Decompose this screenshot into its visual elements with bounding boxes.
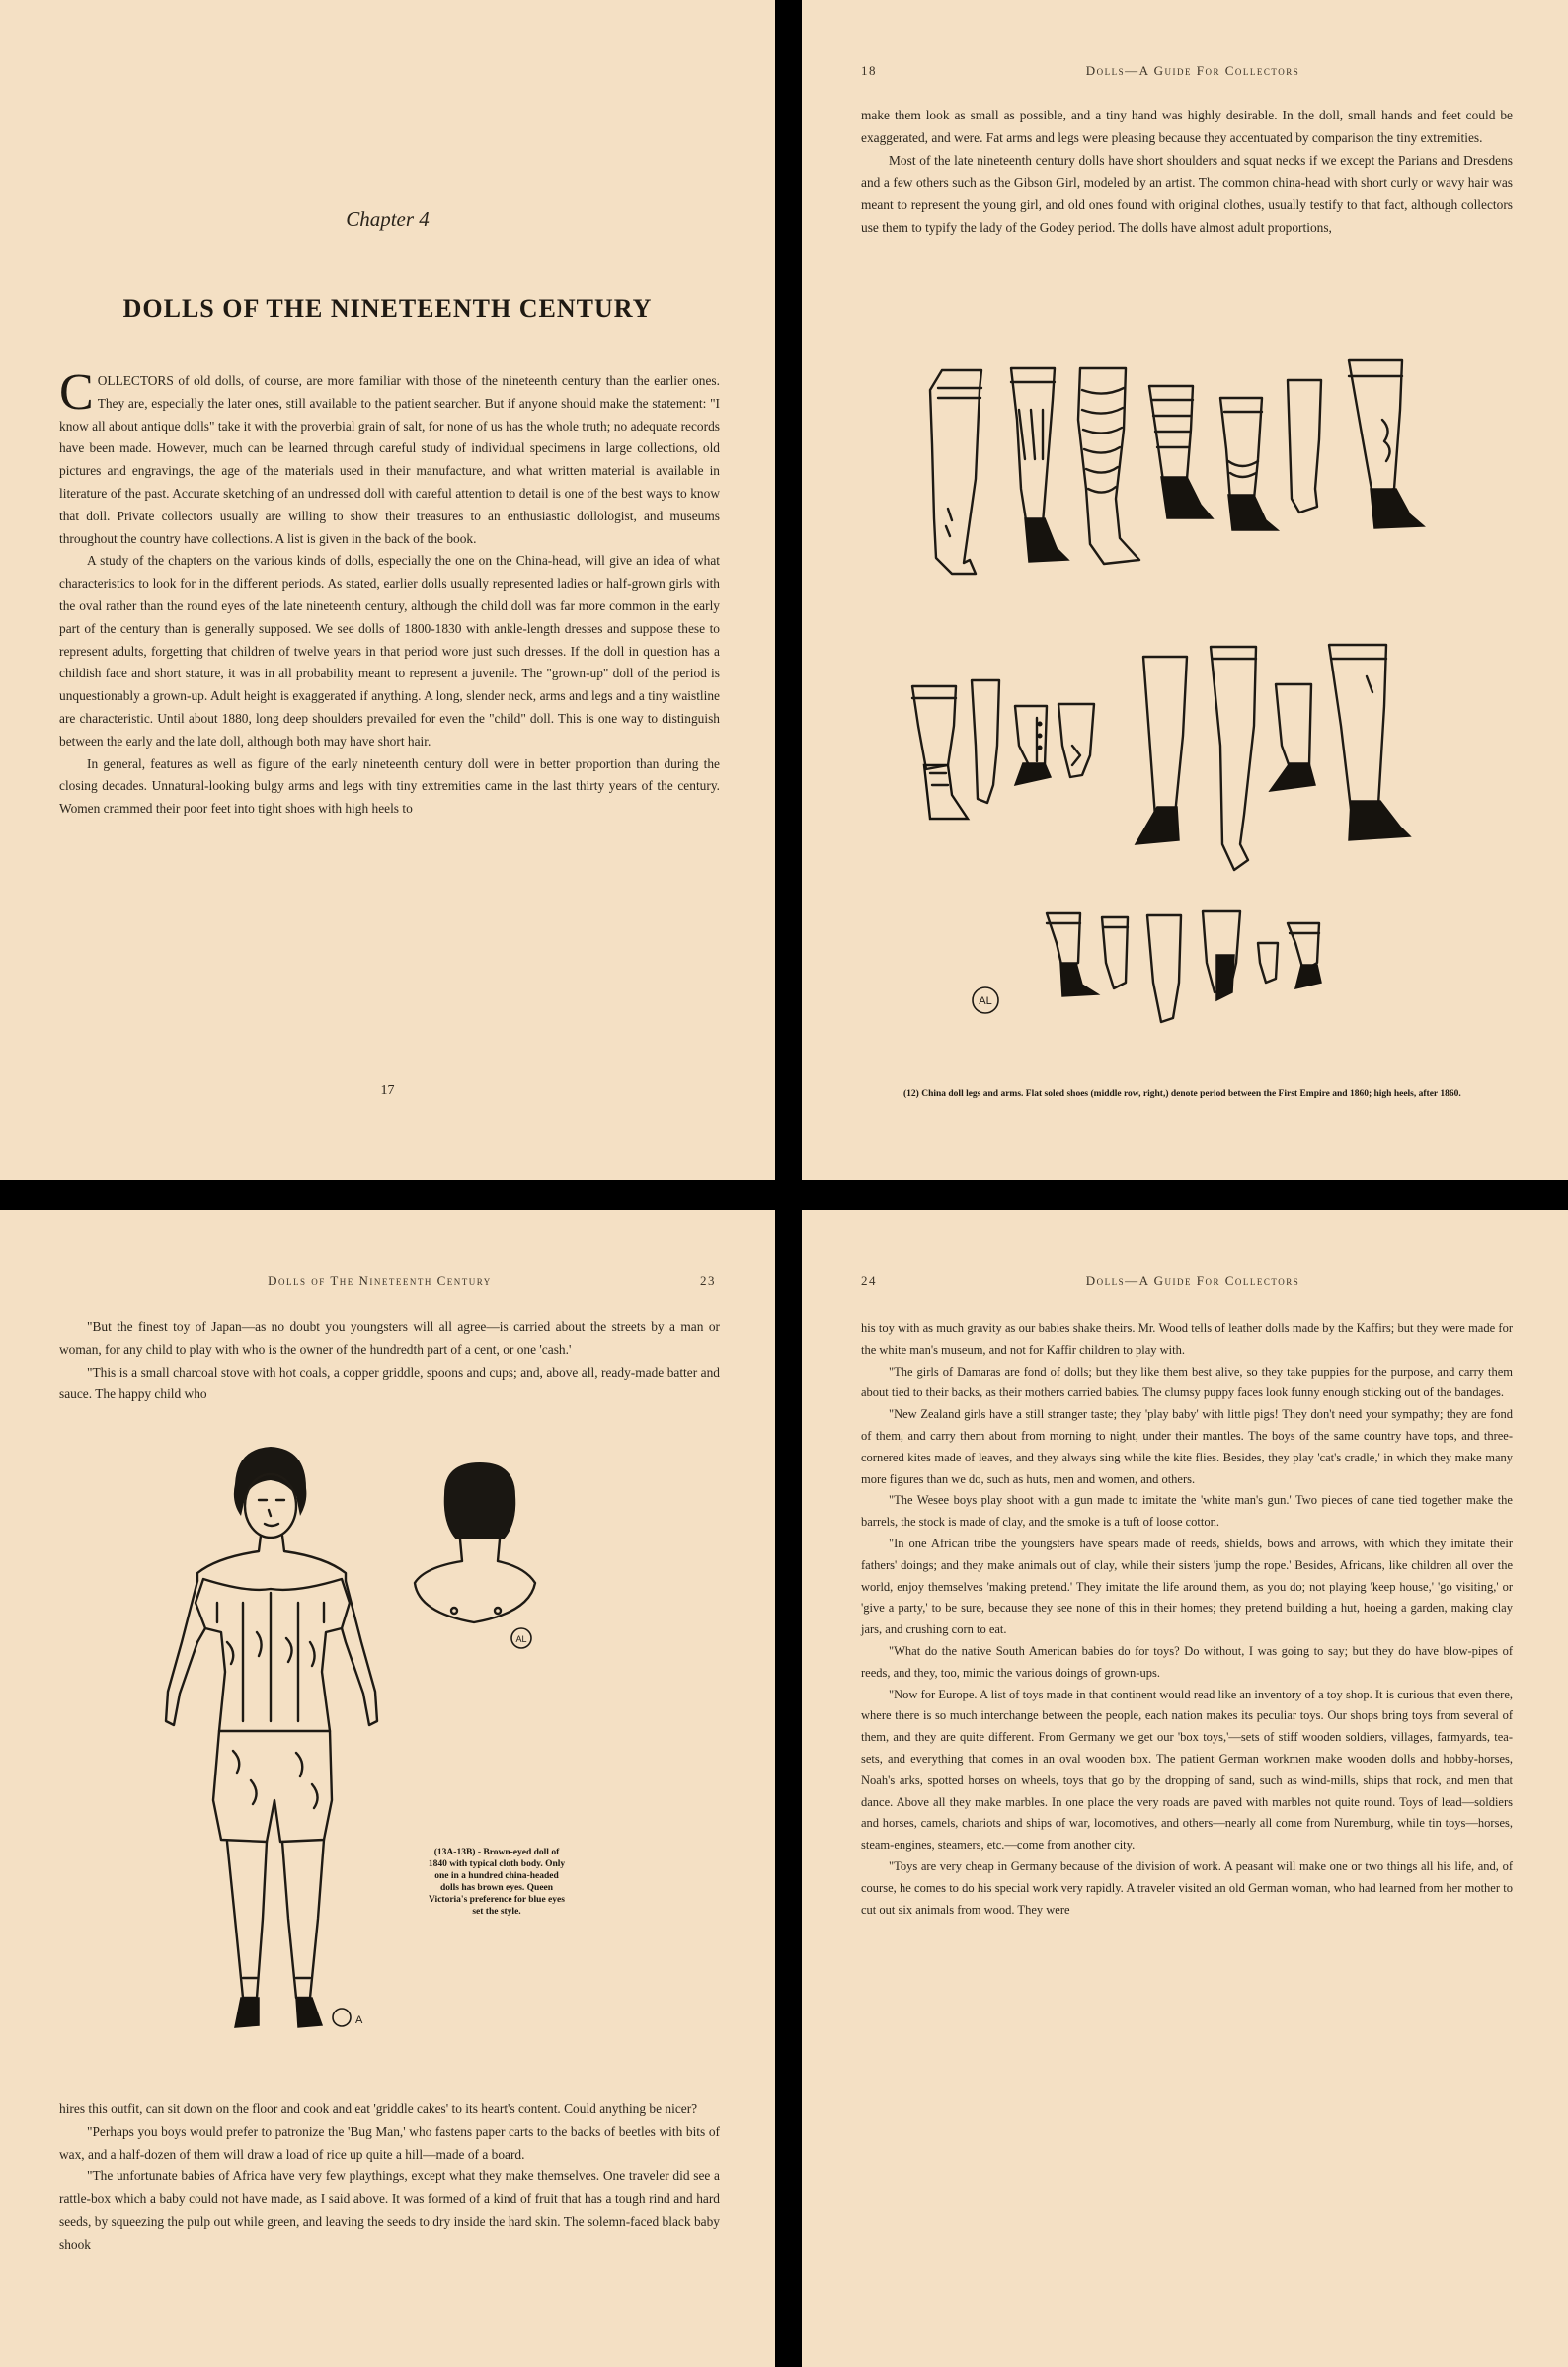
paragraph: "The girls of Damaras are fond of dolls; but they like them best alive, so they take puppies for the purpose, and carry them about tied to their backs, as their mothers carried babies. The clumsy puppy faces look funny enough sticking out of the bandages. xyxy=(861,1364,1513,1400)
leg-drawing xyxy=(1078,368,1139,564)
leg-drawing xyxy=(1047,913,1098,996)
leg-drawing xyxy=(1258,943,1278,983)
running-head xyxy=(861,1273,1509,1289)
paragraph: "Toys are very cheap in Germany because of the division of work. A peasant will make one or two things all his life, and, of course, he comes to do his special work very rapidly. A traveler visited an old German woman, who had learned from her mother to cut out six animals from wood. They were xyxy=(861,1858,1513,1917)
leg-drawing xyxy=(1220,398,1278,530)
leg-drawing xyxy=(1211,647,1256,870)
paragraph: "This is a small charcoal stove with hot coals, a copper griddle, spoons and cups; and, above all, ready-made batter and sauce. The happy child who xyxy=(59,1364,720,1402)
svg-text:AL: AL xyxy=(515,1634,527,1644)
page-number: 18 xyxy=(861,63,877,78)
leg-drawing xyxy=(1015,706,1051,785)
paragraph: A study of the chapters on the various kinds of dolls, especially the one on the China-head, will give an idea of what characteristics to look for in the different periods. As stated, earlier dolls usually represented ladies or half-grown girls with the oval rather than the round eyes of the late nineteenth century, although the child doll was far more common in the early part of the century than is generally supposed. We see dolls of 1800-1830 with ankle-length dresses and suppose these to represent adults, forgetting that children of twelve years in that period wore just such dresses. If the doll in question has a childish face and short stature, it was in all probability meant to represent a juvenile. The "grown-up" doll of the period is unquestionably a grown-up. Adult height is exaggerated if anything. A long, slender neck, arms and legs and a tiny waistline are characteristic. Until about 1880, long deep shoulders prevailed for even the "child" doll. This is one way to distinguish between the early and the late doll, although both may have short hair. xyxy=(59,553,720,749)
leg-drawing xyxy=(1011,368,1068,562)
paragraph: "In one African tribe the youngsters have spears made of reeds, shields, bows and arrows, with which they imitate their fathers' doings; and they make animals out of clay, while their sisters 'jump the rope.' Besides, Africans, like children all over the world, enjoy themselves 'making pretend.' They imitate the life around them, as you do; not playing 'keep house,' 'go visiting,' or 'give a party,' to be sure, because they see none of this in their homes; they pretend building a hut, hoeing a garden, making clay jars, and crushing corn to eat. xyxy=(861,1536,1513,1637)
leg-drawing xyxy=(1349,360,1424,528)
chapter-label: Chapter 4 xyxy=(346,207,430,231)
leg-drawing xyxy=(972,680,999,803)
leg-drawing xyxy=(1102,917,1128,988)
leg-drawing xyxy=(1147,915,1181,1022)
figure-caption: (12) China doll legs and arms. Flat soled shoes (middle row, right,) denote period between the First Empire and 1860; high heels, after 1860. xyxy=(903,1089,1461,1099)
page-24-text xyxy=(861,1318,1513,1921)
page-number: 17 xyxy=(380,1083,395,1098)
page-17 xyxy=(0,0,775,1180)
paragraph: "The unfortunate babies of Africa have very few playthings, except what they make themselves. One traveler did see a rattle-box which a baby could not have made, as I said above. It was formed of a kind of fruit that has a tough rind and hard seeds, by squeezing the pulp out while green, and leaving the seeds to dry inside the hard skin. The solemn-faced black baby shook xyxy=(59,2169,720,2251)
paragraph: "New Zealand girls have a still stranger taste; they 'play baby' with little pigs! They don't need your sympathy; they are fond of them, and carry them about from morning to night, under their mantles. The boys of the same country have tops, and three-cornered kites made of leaves, and they always sing while the kite flies. Besides, they play 'cat's cradle,' in which they make many more figures than we do, such as huts, men and women, and others. xyxy=(861,1407,1513,1486)
page-23-text-bottom xyxy=(59,2098,720,2256)
leg-drawing xyxy=(912,686,968,819)
paragraph: COLLECTORS of old dolls, of course, are more familiar with those of the nineteenth century than the earlier ones. They are, especially the later ones, still available to the patient searcher. But if anyone should make the statement: "I know all about antique dolls" take it with the proverbial grain of salt, for none of us has the whole truth; no adequate records have been made. However, much can be learned through careful study of individual specimens in large collections, old pictures and engravings, the age of the materials used in their manufacture, and what written material is available in literature of the past. Accurate sketching of an undressed doll with careful attention to detail is one of the best ways to know that doll. Private collectors usually are willing to show their treasures to an enthusiastic dollologist, and museums throughout the country have collections. A list is given in the back of the book. xyxy=(59,364,720,546)
doll-back-head-figure xyxy=(415,1462,535,1622)
illustrator-mark xyxy=(333,2009,363,2026)
figure-caption: (13A-13B) - Brown-eyed doll of 1840 with typical cloth body. Only one in a hundred china-headed dolls has brown eyes. Queen Victoria's preference for blue eyes set the style. xyxy=(428,1848,566,1917)
leg-drawing xyxy=(1149,386,1213,518)
chapter-title: DOLLS OF THE NINETEENTH CENTURY xyxy=(122,294,653,323)
paragraph: "Perhaps you boys would prefer to patronize the 'Bug Man,' who fastens paper carts to the backs of beetles with bits of wax, and a half-dozen of them will draw a load of rice up quite a hill—made of a board. xyxy=(59,2123,720,2162)
page-17-text xyxy=(59,364,720,821)
page-number: 23 xyxy=(699,1273,716,1288)
drop-cap: C xyxy=(59,364,94,421)
running-head-title: Dolls of The Nineteenth Century xyxy=(268,1273,492,1288)
svg-text:AL: AL xyxy=(979,995,992,1007)
leg-drawing xyxy=(1058,704,1094,777)
leg-drawing xyxy=(1329,645,1410,840)
leg-drawing xyxy=(1136,657,1187,844)
paragraph: "Now for Europe. A list of toys made in that continent would read like an inventory of a toy shop. It is curious that even there, where there is so much interchange between the people, each nation makes its peculiar toys. Our shops bring toys from several of them, and they are quite different. From Germany we get our 'box toys,'—sets of stiff wooden soldiers, villages, farmyards, tea-sets, and everything that comes in an oval wooden box. The patient German workmen make wooden dolls and hobby-horses, Noah's arks, spotted horses on wheels, toys that go by the dropping of sand, such as wind-mills, ships that rock, and men that dance. Above all they make marbles. In one place the very roads are paved with marbles not quite round. Toys of lead—soldiers and horses, camels, chariots and ships of war, locomotives, and others—nearly all come from Nuremburg, while tin toys—horses, steam-engines, steamers, etc.—come from another city. xyxy=(861,1687,1513,1853)
svg-text:A: A xyxy=(355,2014,363,2026)
paragraph: "But the finest toy of Japan—as no doubt you youngsters will all agree—is carried about the streets by a man or woman, for any child to play with who is the owner of the hundredth part of a cent, or one 'cash.' xyxy=(59,1319,720,1357)
page-23-text-top xyxy=(59,1316,720,1406)
doll-legs-illustration xyxy=(861,351,1513,1071)
paragraph: Most of the late nineteenth century dolls have short shoulders and squat necks if we except the Parians and Dresdens and a few others such as the Gibson Girl, modeled by an artist. The common china-head with short curly or wavy hair was meant to represent the young girl, and old ones found with original clothes, usually testify to that fact, although collectors use them to typify the lady of the Godey period. The dolls have almost adult proportions, xyxy=(861,152,1513,235)
leg-drawing xyxy=(930,370,981,574)
running-head-title: Dolls—A Guide For Collectors xyxy=(1085,63,1300,78)
leg-drawing xyxy=(1203,911,1240,1000)
leg-drawing xyxy=(1270,684,1315,791)
page-18-text xyxy=(861,105,1513,240)
illustrator-mark xyxy=(511,1628,531,1648)
illustrator-mark xyxy=(973,987,998,1013)
paragraph: "What do the native South American babies do for toys? Do without, I was going to say; but they do have blow-pipes of reeds, and they, too, mimic the various doings of grown-ups. xyxy=(861,1643,1513,1680)
paragraph: his toy with as much gravity as our babies shake theirs. Mr. Wood tells of leather dolls made by the Kaffirs; but they were made for the white man's museum, and not for Kaffir children to play with. xyxy=(861,1321,1513,1357)
page-23 xyxy=(0,1210,775,2367)
running-head-title: Dolls—A Guide For Collectors xyxy=(1085,1273,1300,1288)
page-24 xyxy=(802,1210,1568,2367)
doll-front-figure xyxy=(166,1447,377,2027)
paragraph: hires this outfit, can sit down on the floor and cook and eat 'griddle cakes' to its heart's content. Could anything be nicer? xyxy=(59,2101,698,2116)
brown-eyed-doll-illustration xyxy=(148,1445,602,2077)
paragraph: "The Wesee boys play shoot with a gun made to imitate the 'white man's gun.' Two pieces of cane tied together make the barrels, the stock is made of clay, and the smoke is a tuft of loose cotton. xyxy=(861,1493,1513,1530)
running-head xyxy=(59,1273,716,1289)
paragraph: In general, features as well as figure of the early nineteenth century doll were in better proportion than during the closing decades. Unnatural-looking bulgy arms and legs with tiny extremities came in the last thirty years of the century. Women crammed their poor feet into tight shoes with high heels to xyxy=(59,755,720,817)
leg-drawing xyxy=(1288,380,1321,513)
paragraph: make them look as small as possible, and a tiny hand was highly desirable. In the doll, small hands and feet could be exaggerated, and were. Fat arms and legs were pleasing because they accentuated by comparison the tiny extremities. xyxy=(861,108,1513,145)
leg-drawing xyxy=(1288,923,1321,988)
running-head xyxy=(861,63,1509,79)
page-number: 24 xyxy=(861,1273,877,1288)
page-18 xyxy=(802,0,1568,1180)
